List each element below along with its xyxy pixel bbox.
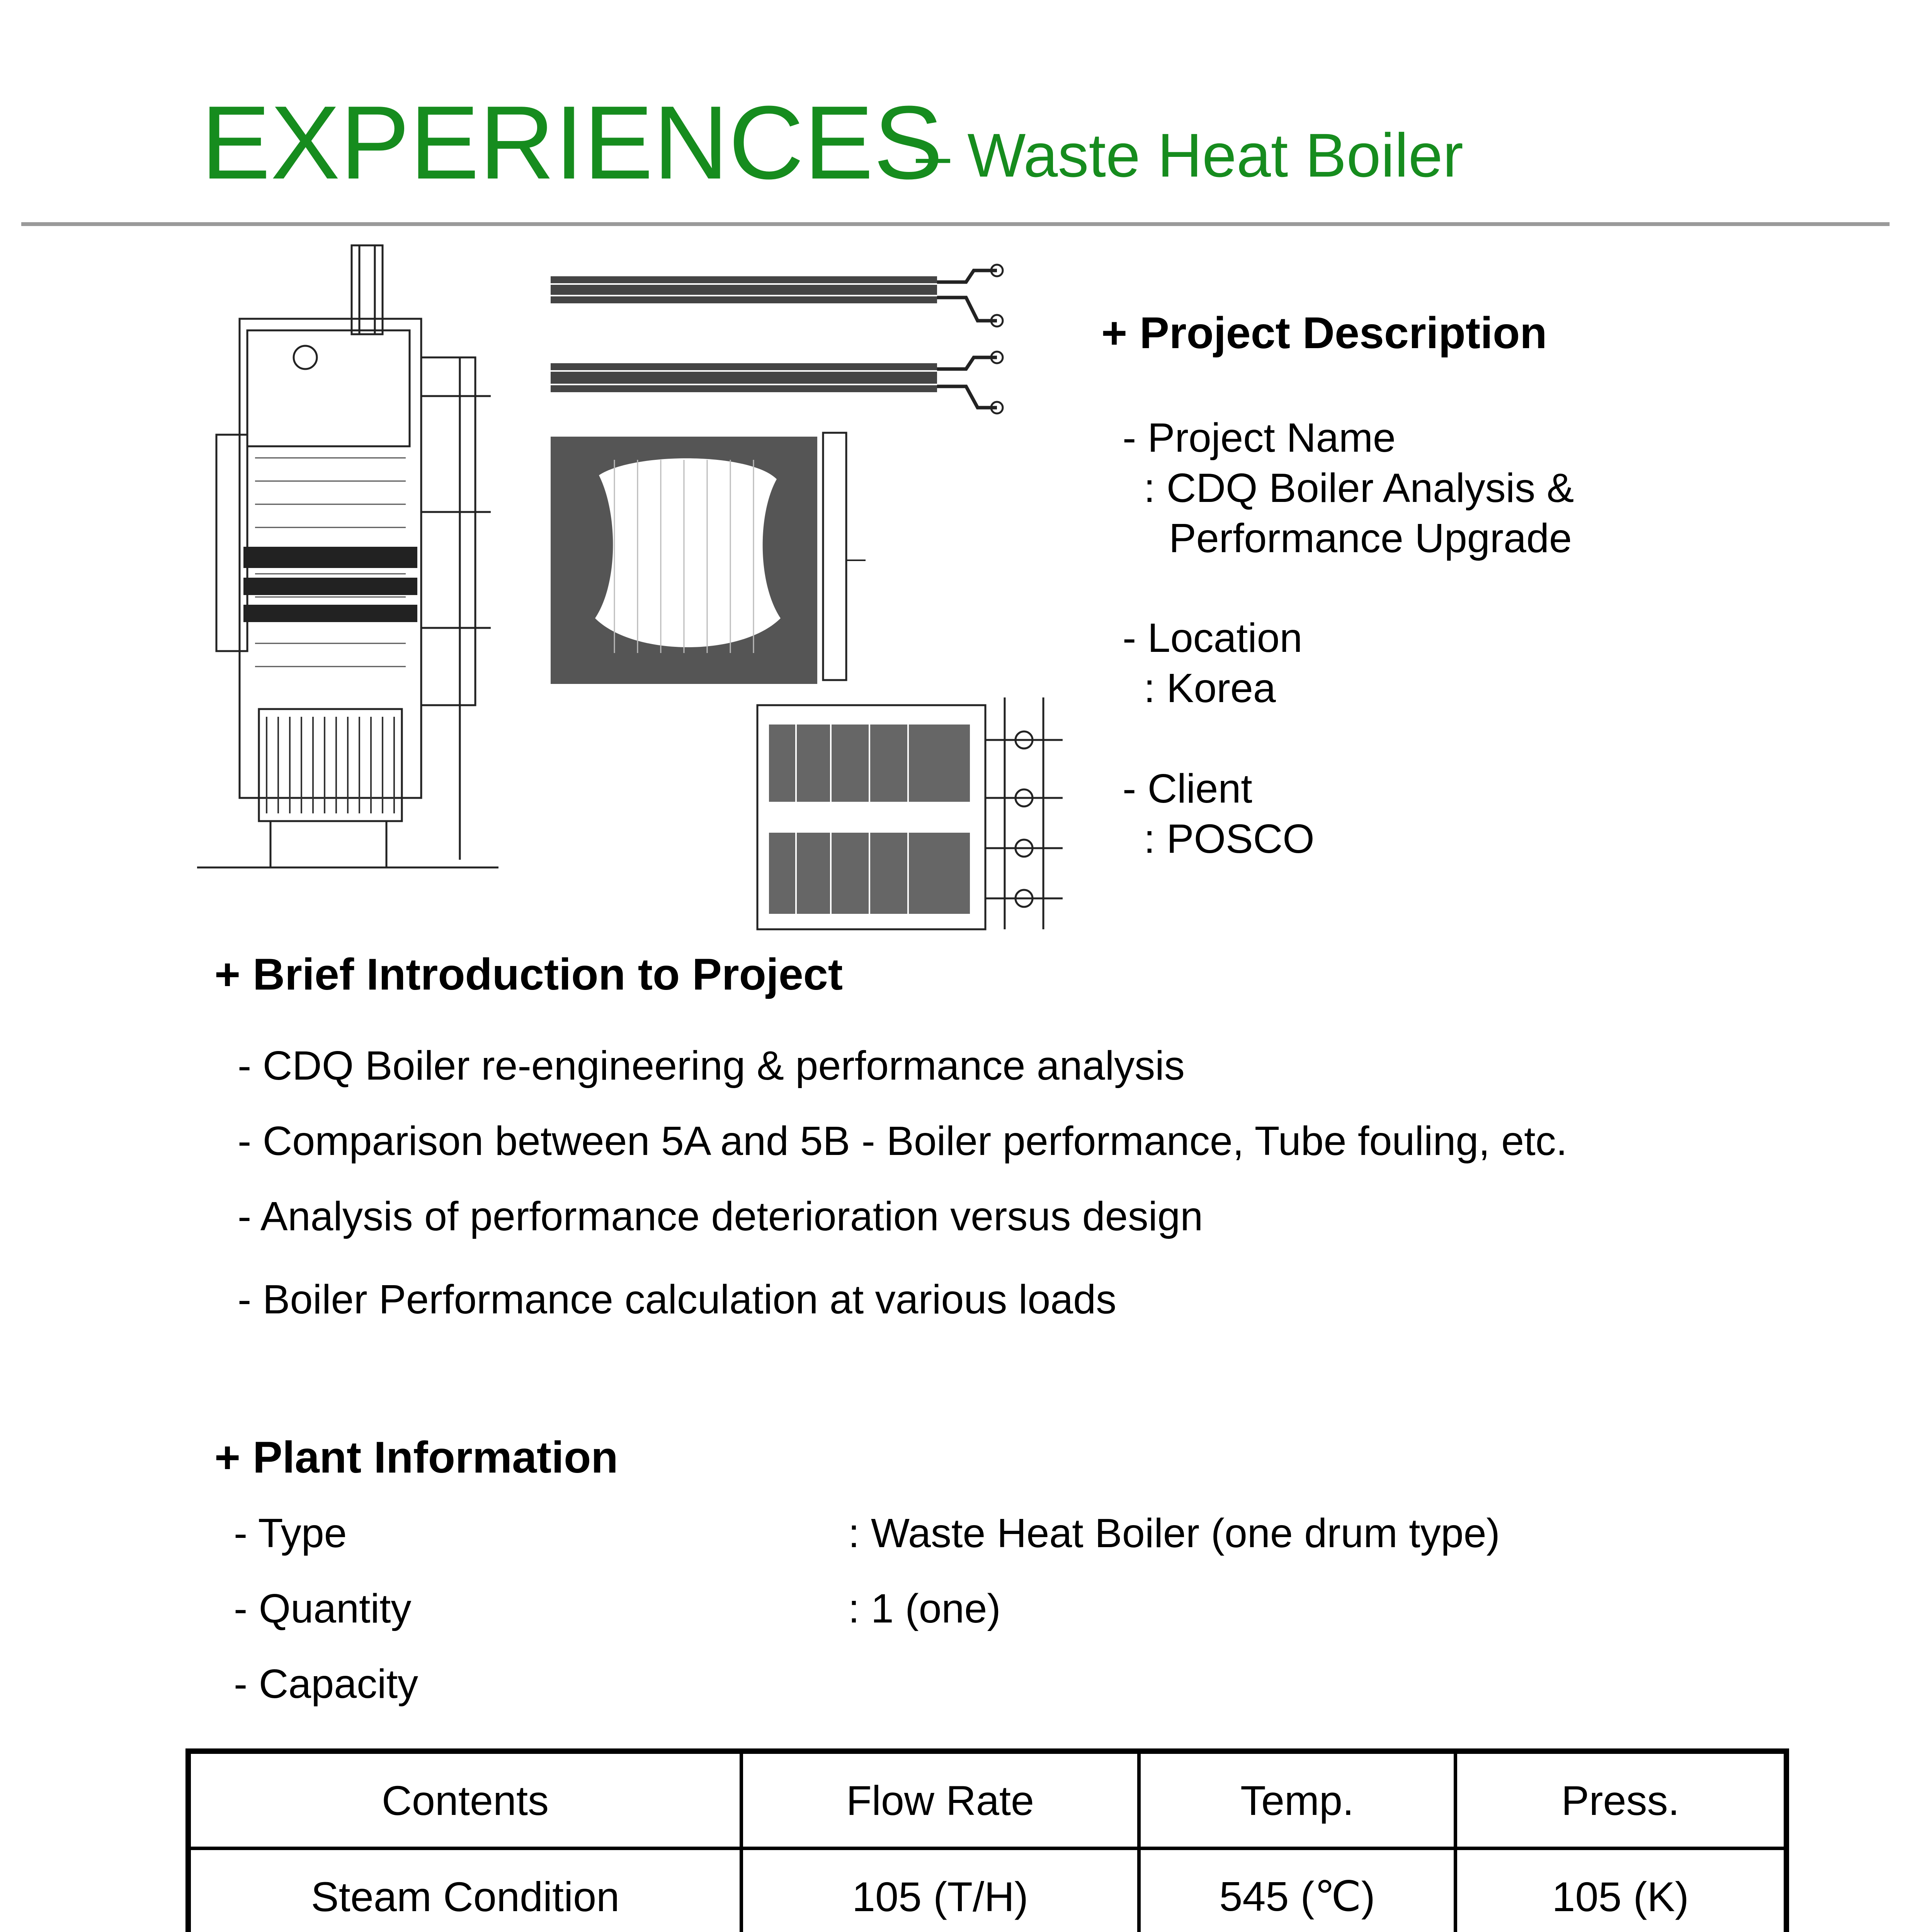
project-description-heading: + Project Description — [1101, 308, 1547, 358]
project-name-label: - Project Name — [1123, 415, 1396, 461]
cell-contents: Steam Condition — [188, 1849, 742, 1932]
type-label: - Type — [234, 1510, 347, 1556]
plant-info-heading: + Plant Information — [214, 1433, 618, 1482]
location-value: : Korea — [1144, 665, 1276, 711]
table-row — [188, 1849, 1786, 1932]
boiler-elevation-drawing — [189, 242, 506, 875]
table-header-row — [188, 1751, 1786, 1849]
client-value: : POSCO — [1144, 816, 1315, 862]
tube-bundle-drawings — [549, 251, 1012, 703]
project-name-line1: : CDQ Boiler Analysis & — [1144, 465, 1574, 511]
header-flow-rate: Flow Rate — [742, 1751, 1139, 1849]
header-divider — [21, 222, 1890, 226]
location-label: - Location — [1123, 615, 1303, 661]
capacity-label: - Capacity — [234, 1661, 418, 1707]
brief-intro-item: - CDQ Boiler re-engineering & performance analysis — [238, 1043, 1185, 1088]
type-value: : Waste Heat Boiler (one drum type) — [848, 1510, 1500, 1556]
capacity-table — [185, 1748, 1789, 1932]
header-temp: Temp. — [1139, 1751, 1456, 1849]
cell-press: 105 (K) — [1456, 1849, 1787, 1932]
header-press: Press. — [1456, 1751, 1787, 1849]
brief-intro-item: - Boiler Performance calculation at various loads — [238, 1277, 1117, 1322]
header-contents: Contents — [188, 1751, 742, 1849]
project-name-line2: Performance Upgrade — [1169, 515, 1572, 561]
quantity-label: - Quantity — [234, 1586, 412, 1631]
brief-intro-item: - Analysis of performance deterioration versus design — [238, 1194, 1203, 1239]
brief-intro-item: - Comparison between 5A and 5B - Boiler performance, Tube fouling, etc. — [238, 1118, 1568, 1164]
cell-temp: 545 (℃) — [1139, 1849, 1456, 1932]
header-piping-drawing — [754, 697, 1101, 937]
cell-flow-rate: 105 (T/H) — [742, 1849, 1139, 1932]
page-subtitle: – Waste Heat Boiler — [916, 121, 1463, 190]
client-label: - Client — [1123, 766, 1252, 811]
brief-intro-heading: + Brief Introduction to Project — [214, 950, 843, 999]
page-title: EXPERIENCES — [201, 85, 943, 201]
quantity-value: : 1 (one) — [848, 1586, 1001, 1631]
